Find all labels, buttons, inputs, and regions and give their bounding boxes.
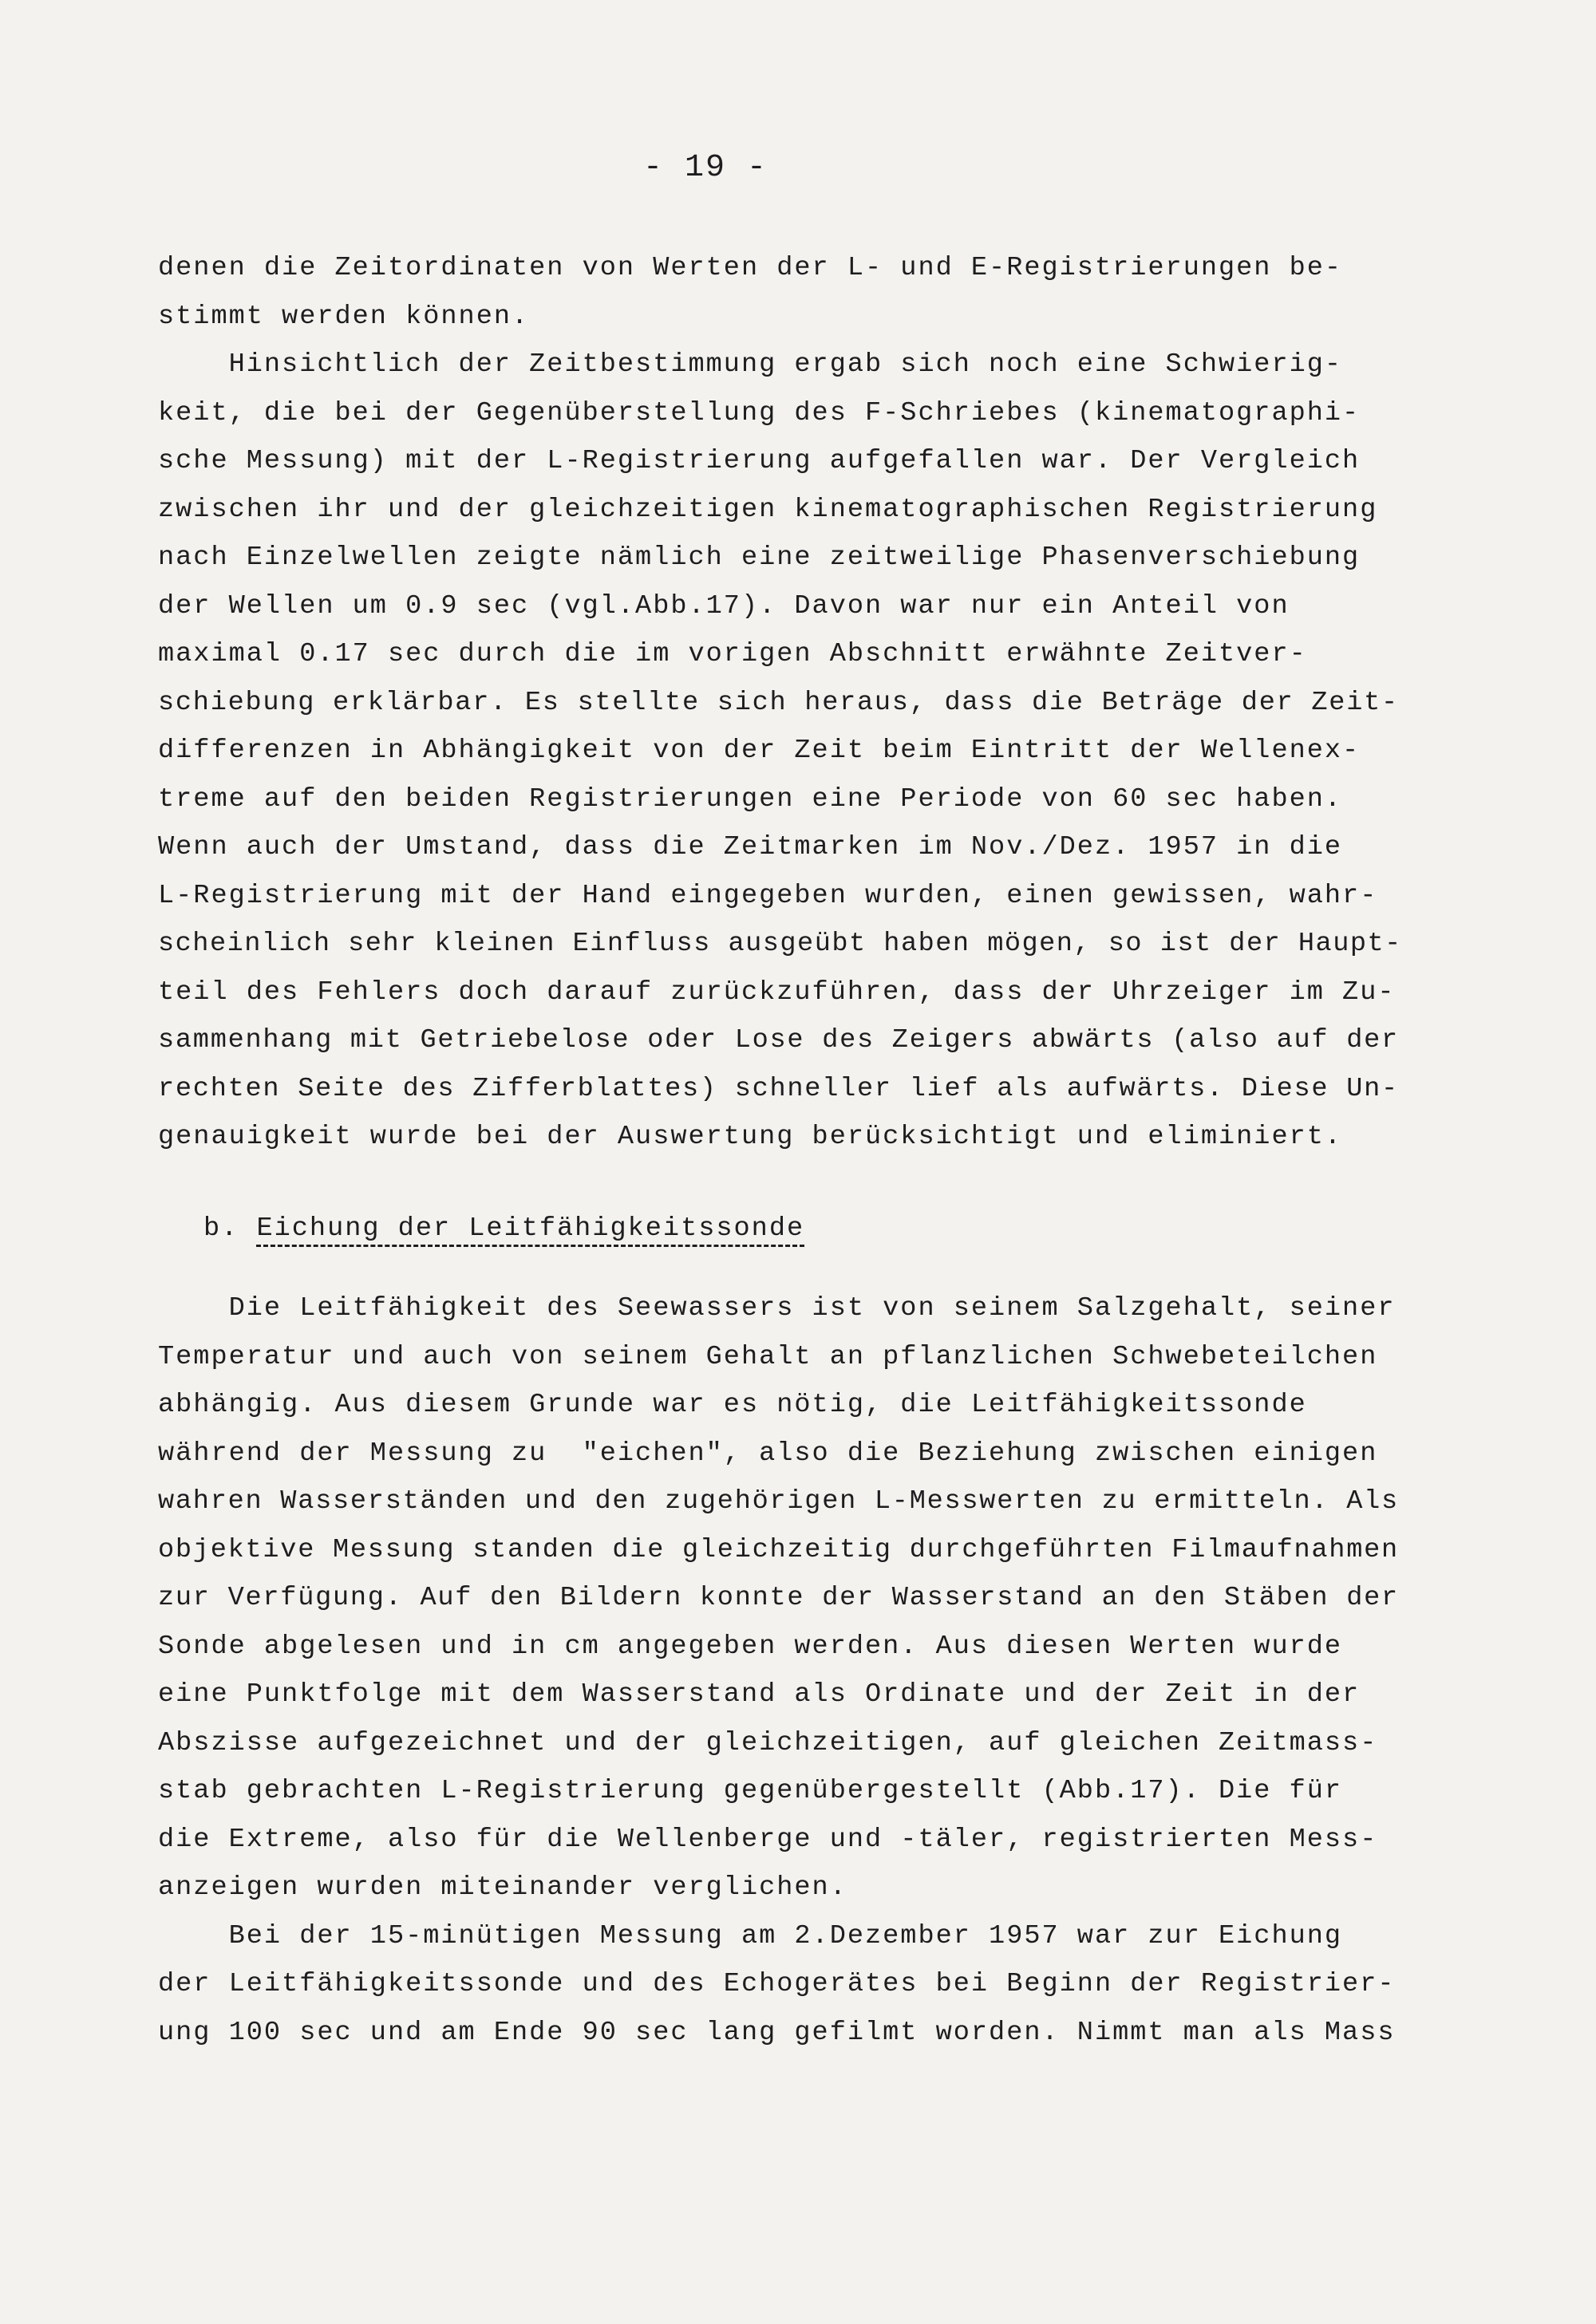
text-line: zur Verfügung. Auf den Bildern konnte der Wasserstand an den Stäben der bbox=[158, 1583, 1399, 1613]
text-line: treme auf den beiden Registrierungen eine Periode von 60 sec haben. bbox=[158, 783, 1343, 815]
text-line: die Extreme, also für die Wellenberge und -täler, registrierten Mess- bbox=[158, 1824, 1378, 1855]
text-line: maximal 0.17 sec durch die im vorigen Abschnitt erwähnte Zeitver- bbox=[158, 639, 1307, 669]
text-line: Temperatur und auch von seinem Gehalt an pflanzlichen Schwebeteilchen bbox=[158, 1341, 1378, 1372]
text-line: sammenhang mit Getriebelose oder Lose des Zeigers abwärts (also auf der bbox=[158, 1025, 1399, 1055]
text-line: anzeigen wurden miteinander verglichen. bbox=[158, 1872, 847, 1903]
text-line: Abszisse aufgezeichnet und der gleichzeitigen, auf gleichen Zeitmass- bbox=[158, 1727, 1378, 1758]
text-line: Hinsichtlich der Zeitbestimmung ergab sich noch eine Schwierig- bbox=[158, 349, 1343, 380]
text-line: abhängig. Aus diesem Grunde war es nötig, die Leitfähigkeitssonde bbox=[158, 1390, 1307, 1420]
text-line: differenzen in Abhängigkeit von der Zeit beim Eintritt der Wellenex- bbox=[158, 736, 1361, 766]
text-line: sche Messung) mit der L-Registrierung aufgefallen war. Der Vergleich bbox=[158, 446, 1361, 476]
text-line: stab gebrachten L-Registrierung gegenübergestellt (Abb.17). Die für bbox=[158, 1776, 1343, 1806]
text-line: L-Registrierung mit der Hand eingegeben wurden, einen gewissen, wahr- bbox=[158, 880, 1378, 911]
text-line: genauigkeit wurde bei der Auswertung berücksichtigt und eliminiert. bbox=[158, 1122, 1343, 1152]
text-line: wahren Wasserständen und den zugehörigen L-Messwerten zu ermitteln. Als bbox=[158, 1486, 1399, 1517]
text-line: Die Leitfähigkeit des Seewassers ist von seinem Salzgehalt, seiner bbox=[158, 1293, 1396, 1324]
text-line: ung 100 sec und am Ende 90 sec lang gefilmt worden. Nimmt man als Mass bbox=[158, 2017, 1396, 2048]
text-line: der Leitfähigkeitssonde und des Echogerätes bei Beginn der Registrier- bbox=[158, 1969, 1396, 1999]
text-line: eine Punktfolge mit dem Wasserstand als Ordinate und der Zeit in der bbox=[158, 1679, 1361, 1710]
text-line: Wenn auch der Umstand, dass die Zeitmarken im Nov./Dez. 1957 in die bbox=[158, 832, 1343, 862]
text-line: keit, die bei der Gegenüberstellung des F-Schriebes (kinematographi- bbox=[158, 397, 1361, 428]
section-heading bbox=[203, 1211, 804, 1246]
text-line: Sonde abgelesen und in cm angegeben werden. Aus diesen Werten wurde bbox=[158, 1631, 1343, 1662]
section-2-text bbox=[158, 1284, 1399, 2057]
text-line: rechten Seite des Zifferblattes) schneller lief als aufwärts. Diese Un- bbox=[158, 1073, 1399, 1104]
text-line: objektive Messung standen die gleichzeitig durchgeführten Filmaufnahmen bbox=[158, 1534, 1399, 1565]
text-line: denen die Zeitordinaten von Werten der L- und E-Registrierungen be- bbox=[158, 253, 1343, 283]
text-line: nach Einzelwellen zeigte nämlich eine zeitweilige Phasenverschiebung bbox=[158, 543, 1361, 573]
text-line: Bei der 15-minütigen Messung am 2.Dezember 1957 war zur Eichung bbox=[158, 1920, 1343, 1951]
text-line: scheinlich sehr kleinen Einfluss ausgeübt haben mögen, so ist der Haupt- bbox=[158, 929, 1402, 959]
text-line: teil des Fehlers doch darauf zurückzuführen, dass der Uhrzeiger im Zu- bbox=[158, 977, 1396, 1008]
section-heading-label: b. bbox=[203, 1213, 239, 1244]
text-line: stimmt werden können. bbox=[158, 301, 530, 332]
text-line: der Wellen um 0.9 sec (vgl.Abb.17). Davon war nur ein Anteil von bbox=[158, 590, 1290, 621]
page-number: - 19 - bbox=[642, 150, 768, 186]
section-1-text bbox=[158, 244, 1402, 1162]
section-heading-title: Eichung der Leitfähigkeitssonde bbox=[256, 1213, 804, 1247]
text-line: schiebung erklärbar. Es stellte sich heraus, dass die Beträge der Zeit- bbox=[158, 687, 1399, 718]
text-line: während der Messung zu "eichen", also die Beziehung zwischen einigen bbox=[158, 1438, 1378, 1469]
text-line: zwischen ihr und der gleichzeitigen kinematographischen Registrierung bbox=[158, 494, 1378, 525]
